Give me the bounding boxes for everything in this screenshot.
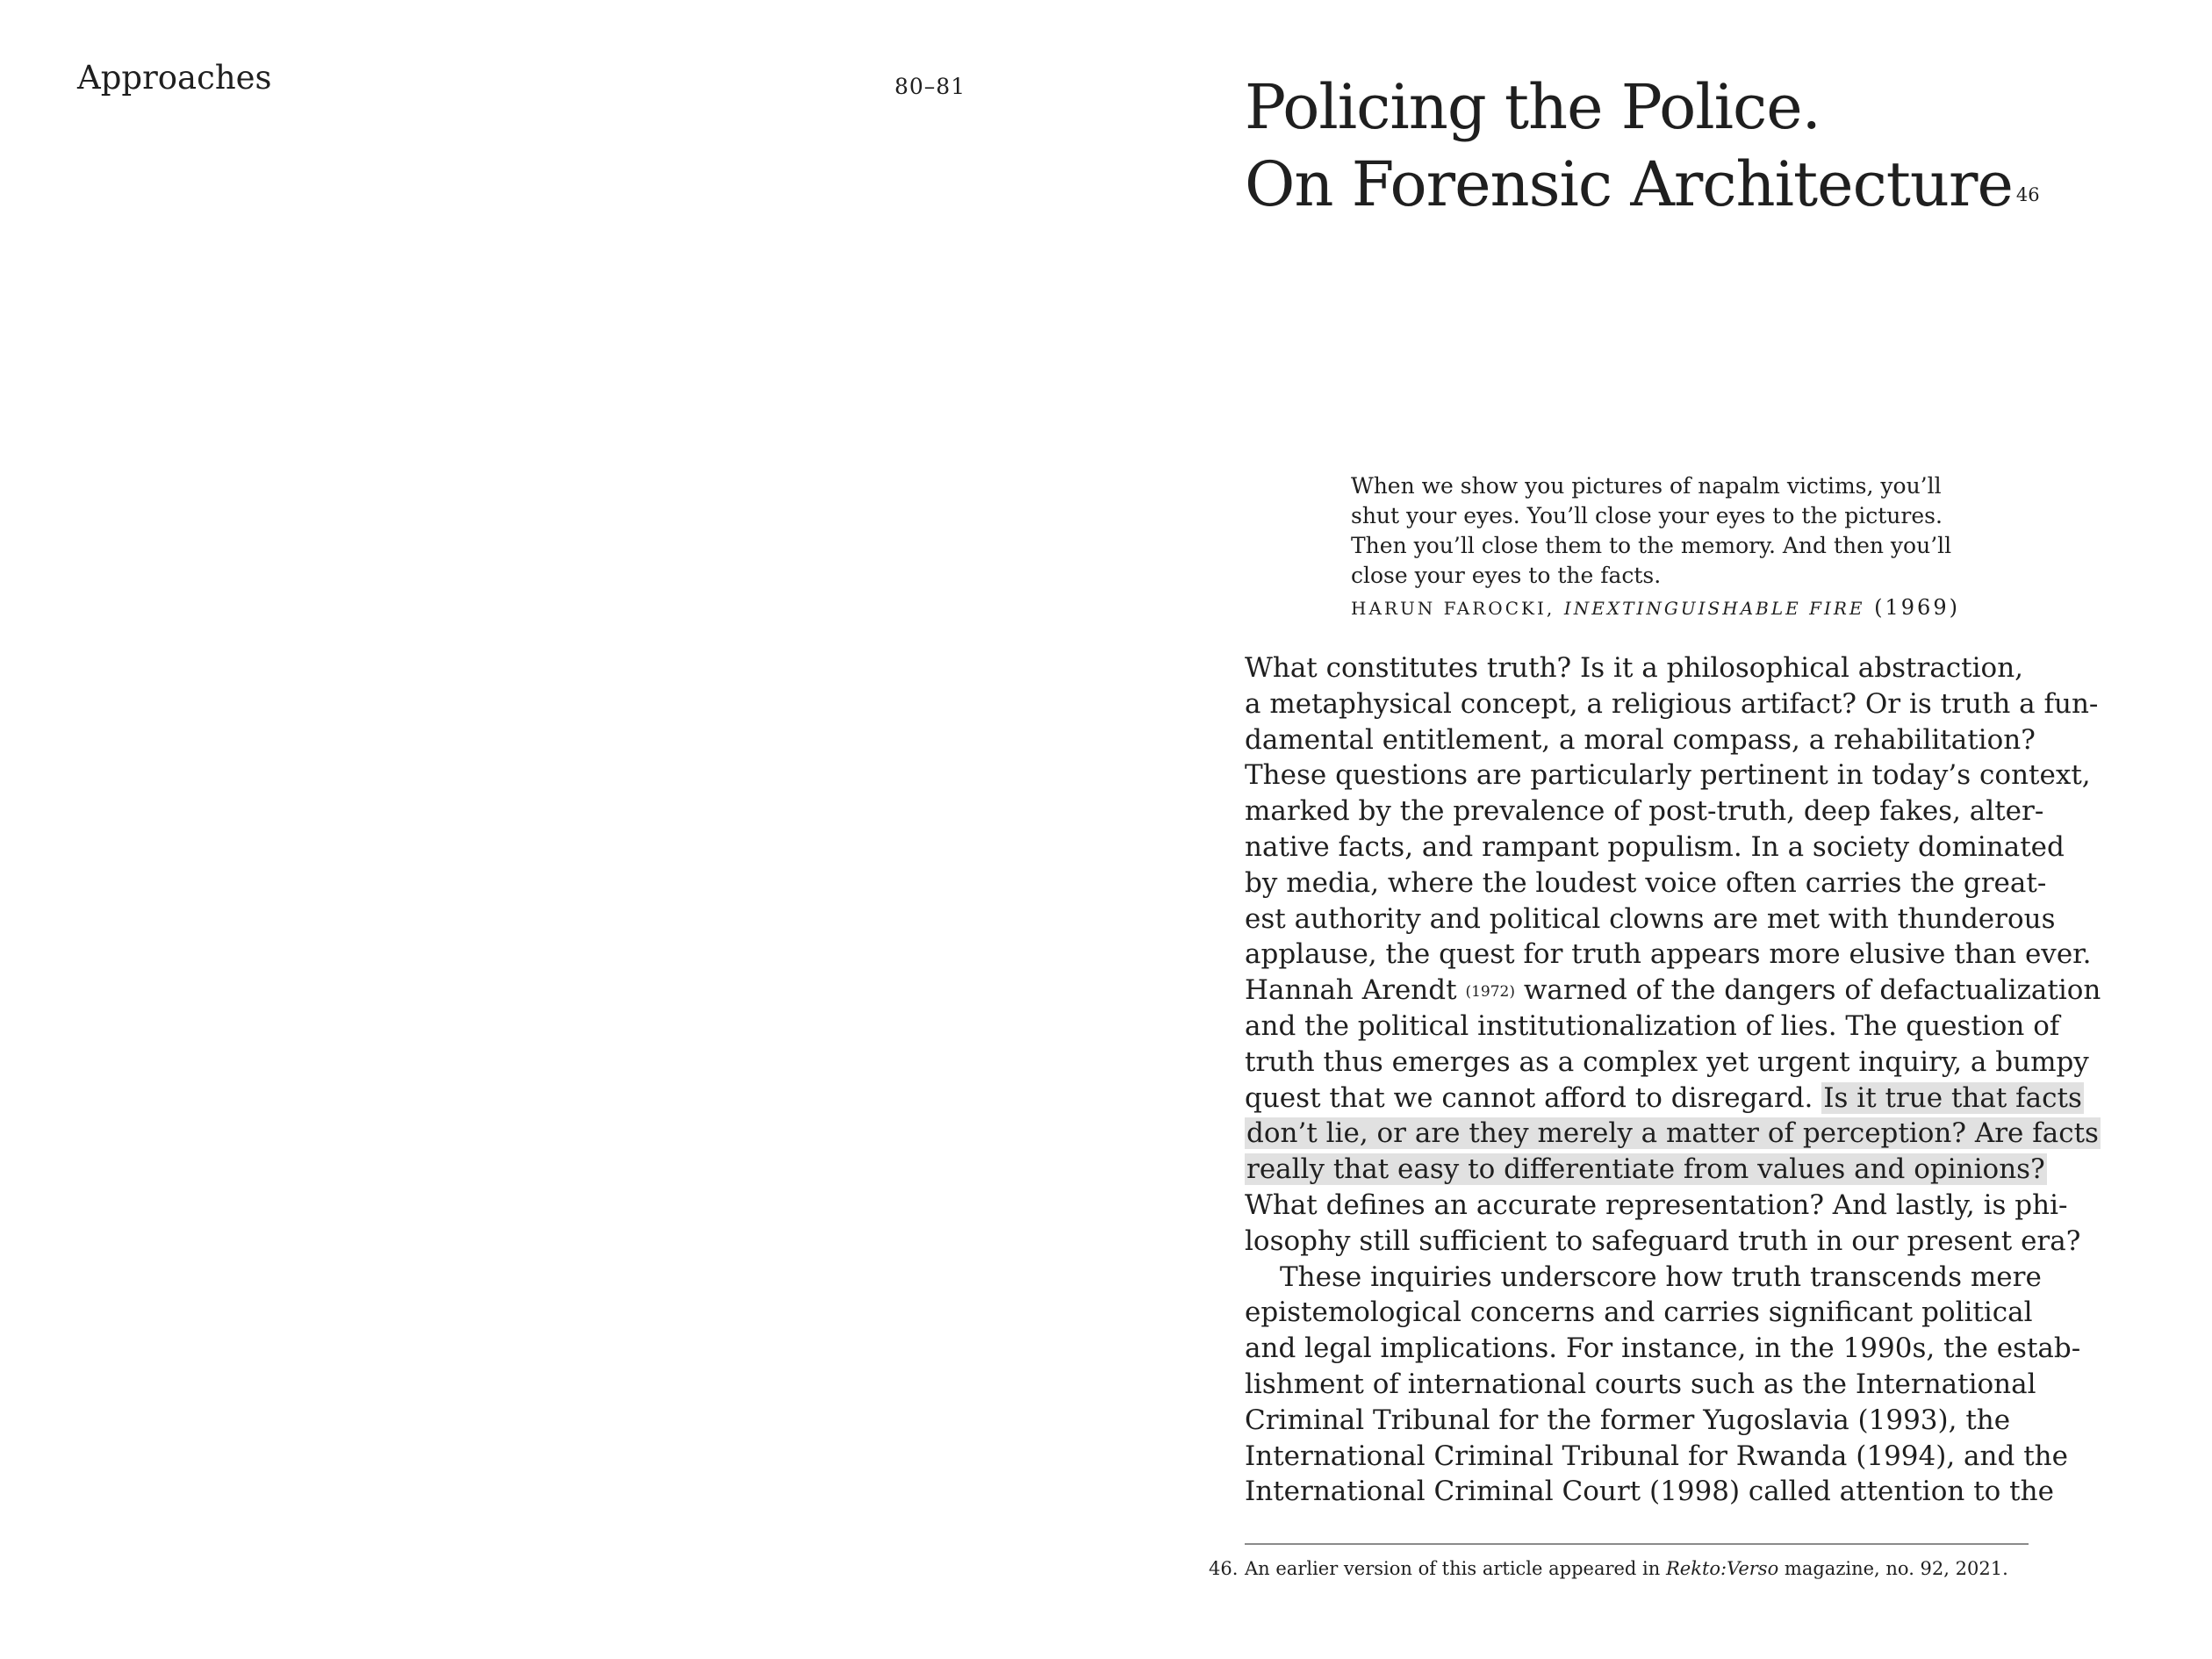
body-line: marked by the prevalence of post-truth, deep fakes, alter- [1245,795,2044,828]
body-line-highlight-start [1245,1081,2082,1117]
highlighted-text[interactable]: really that easy to differentiate from values and opinions? [1246,1153,2045,1186]
body-paragraph-2-start: These inquiries underscore how truth transcends mere [1280,1260,2042,1293]
body-line: losophy still sufficient to safeguard truth in our present era? [1245,1224,2081,1257]
body-line: a metaphysical concept, a religious artifact? Or is truth a fun- [1245,687,2099,720]
arendt-rest: warned of the dangers of defactualization [1523,974,2101,1007]
citation-year: (1972) [1465,983,1515,1002]
epigraph-author: HARUN FAROCKI, [1351,598,1555,619]
arendt-name: Hannah Arendt [1245,974,1457,1007]
body-line: damental entitlement, a moral compass, a rehabilitation? [1245,723,2036,756]
body-line: by media, where the loudest voice often carries the great- [1245,866,2047,899]
body-line: and legal implications. For instance, in the 1990s, the estab- [1245,1332,2081,1365]
footnote-text-before: An earlier version of this article appeared in [1245,1558,1661,1579]
title-line-1: Policing the Police. [1245,71,1821,143]
body-line: What defines an accurate representation? And lastly, is phi- [1245,1189,2068,1221]
footnote-number: 46. [1209,1558,1239,1579]
epigraph [1351,471,1983,623]
body-line: lishment of international courts such as the International [1245,1368,2036,1400]
title-line-2-text: On Forensic Architecture [1245,148,2013,220]
body-line: International Criminal Court (1998) called attention to the [1245,1476,2054,1508]
body-line: International Criminal Tribunal for Rwanda (1994), and the [1245,1440,2068,1472]
article-title [1245,68,2040,223]
body-line: applause, the quest for truth appears more elusive than ever. [1245,938,2092,971]
body-line: These questions are particularly pertinent in today’s context, [1245,759,2091,792]
footnote-46 [1209,1556,2008,1581]
body-line: and the political institutionalization of lies. The question of [1245,1009,2060,1042]
body-line: est authority and political clowns are met with thunderous [1245,902,2056,935]
body-line: native facts, and rampant populism. In a society dominated [1245,830,2065,863]
footnote-text-after: magazine, no. 92, 2021. [1784,1558,2008,1579]
body-line: truth thus emerges as a complex yet urgent inquiry, a bumpy [1245,1045,2089,1078]
highlighted-text[interactable]: Is it true that facts [1823,1081,2082,1114]
body-line-quest: quest that we cannot afford to disregard. [1245,1081,1813,1114]
body-line-highlighted [1245,1152,2045,1188]
article-body [1245,650,2101,1510]
page-numbers: 80–81 [894,74,966,99]
body-line-arendt [1245,973,2101,1009]
body-line: Criminal Tribunal for the former Yugoslavia (1993), the [1245,1404,2011,1436]
running-header-section: Approaches [77,59,272,97]
epigraph-attribution [1351,592,1983,623]
footnote-publication: Rekto:Verso [1665,1558,1779,1579]
body-line: What constitutes truth? Is it a philosophical abstraction, [1245,652,2024,684]
epigraph-work: INEXTINGUISHABLE FIRE [1563,598,1865,619]
highlighted-text[interactable]: don’t lie, or are they merely a matter of perception? Are facts [1246,1117,2099,1150]
epigraph-quote: When we show you pictures of napalm victims, you’ll shut your eyes. You’ll close your eyes to the pictures. Then you’ll close them to the memory. And then you’ll close your eyes to the facts. [1351,473,1952,588]
footnote-divider [1245,1543,2029,1545]
body-line: epistemological concerns and carries significant political [1245,1296,2033,1329]
body-line-highlighted [1245,1116,2099,1152]
title-line-2 [1245,146,2040,223]
epigraph-year: (1969) [1874,595,1960,620]
title-footnote-ref: 46 [2015,184,2040,205]
